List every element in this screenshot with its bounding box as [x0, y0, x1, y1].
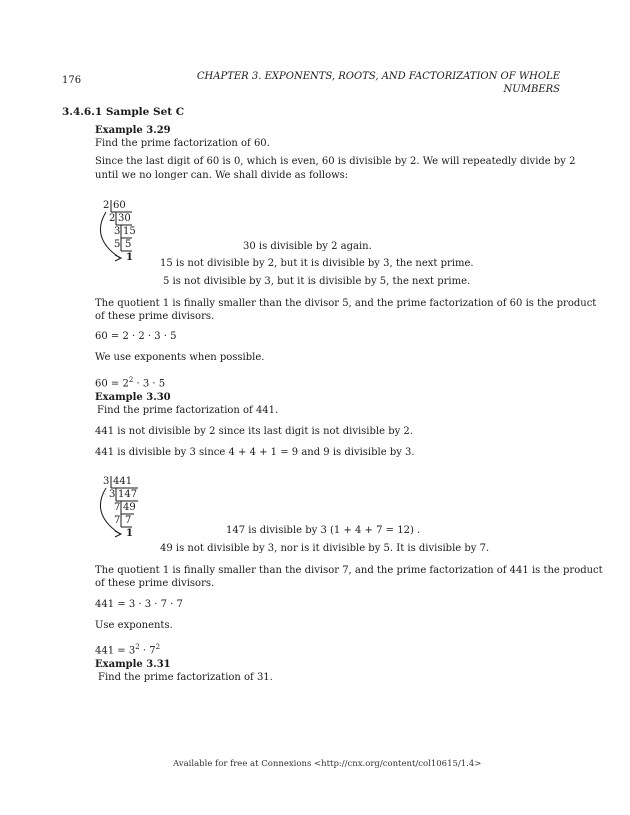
divisor: 3	[109, 489, 116, 500]
dividend: 441	[113, 476, 133, 487]
note: 147 is divisible by 3 (1 + 4 + 7 = 12) .	[226, 525, 421, 536]
equation: 60 = 2 · 2 · 3 · 5	[95, 331, 177, 342]
example-heading: Example 3.29	[95, 125, 171, 136]
paragraph: The quotient 1 is finally smaller than the divisor 7, and the prime factorization of 441 is the product	[95, 565, 603, 576]
paragraph: 441 is not divisible by 2 since its last digit is not divisible by 2.	[95, 426, 413, 437]
divisor: 7	[114, 502, 121, 513]
section-title: 3.4.6.1 Sample Set C	[62, 106, 185, 118]
dividend: 60	[113, 200, 126, 211]
example-prompt: Find the prime factorization of 31.	[98, 672, 273, 683]
example-heading: Example 3.31	[95, 659, 171, 670]
dividend: 49	[123, 502, 136, 513]
note: 5 is not divisible by 3, but it is divisible by 5, the next prime.	[163, 276, 471, 287]
divisor: 3	[114, 226, 121, 237]
example-heading: Example 3.30	[95, 392, 171, 403]
dividend: 147	[118, 489, 138, 500]
dividend: 5	[125, 239, 132, 250]
footer-text: Available for free at Connexions <http://cnx.org/content/col10615/1.4>	[173, 759, 482, 769]
chapter-title	[197, 70, 560, 96]
quotient: 1	[126, 252, 133, 263]
divisor: 5	[114, 239, 121, 250]
eq-mid: · 7	[139, 645, 156, 657]
example-prompt: Find the prime factorization of 60.	[95, 138, 270, 149]
paragraph: 441 is divisible by 3 since 4 + 4 + 1 = 9 and 9 is divisible by 3.	[95, 447, 415, 458]
dividend: 7	[125, 515, 132, 526]
eq-sup: 2	[128, 376, 134, 384]
chapter-title-line1: CHAPTER 3. EXPONENTS, ROOTS, AND FACTORIZATION OF WHOLE	[196, 71, 560, 82]
chapter-title-line2: NUMBERS	[503, 84, 560, 95]
paragraph: Use exponents.	[95, 620, 173, 631]
eq-rest: · 3 · 5	[133, 378, 166, 390]
eq-base: 441 = 3	[95, 645, 136, 657]
page-number: 176	[62, 75, 82, 86]
divisor: 2	[109, 213, 116, 224]
eq-base: 60 = 2	[95, 378, 129, 390]
quotient: 1	[126, 528, 133, 539]
equation-exponent	[95, 640, 160, 658]
paragraph: of these prime divisors.	[95, 578, 215, 589]
paragraph: The quotient 1 is finally smaller than the divisor 5, and the prime factorization of 60 is the product	[95, 298, 597, 309]
dividend: 30	[118, 213, 131, 224]
dividend: 15	[123, 226, 136, 237]
note: 30 is divisible by 2 again.	[243, 241, 372, 252]
divisor: 7	[114, 515, 121, 526]
paragraph: of these prime divisors.	[95, 311, 215, 322]
paragraph: Since the last digit of 60 is 0, which is even, 60 is divisible by 2. We will repeatedly divide by 2	[95, 156, 576, 167]
eq-sup: 2	[135, 643, 140, 651]
divisor: 2	[103, 200, 110, 211]
note: 49 is not divisible by 3, nor is it divisible by 5. It is divisible by 7.	[160, 543, 490, 554]
note: 15 is not divisible by 2, but it is divisible by 3, the next prime.	[160, 258, 474, 269]
eq-sup: 2	[155, 643, 161, 651]
equation: 441 = 3 · 3 · 7 · 7	[95, 599, 183, 610]
paragraph: We use exponents when possible.	[95, 352, 265, 363]
equation-exponent	[95, 373, 165, 391]
example-prompt: Find the prime factorization of 441.	[97, 405, 279, 416]
divisor: 3	[103, 476, 110, 487]
paragraph: until we no longer can. We shall divide as follows:	[95, 170, 349, 181]
